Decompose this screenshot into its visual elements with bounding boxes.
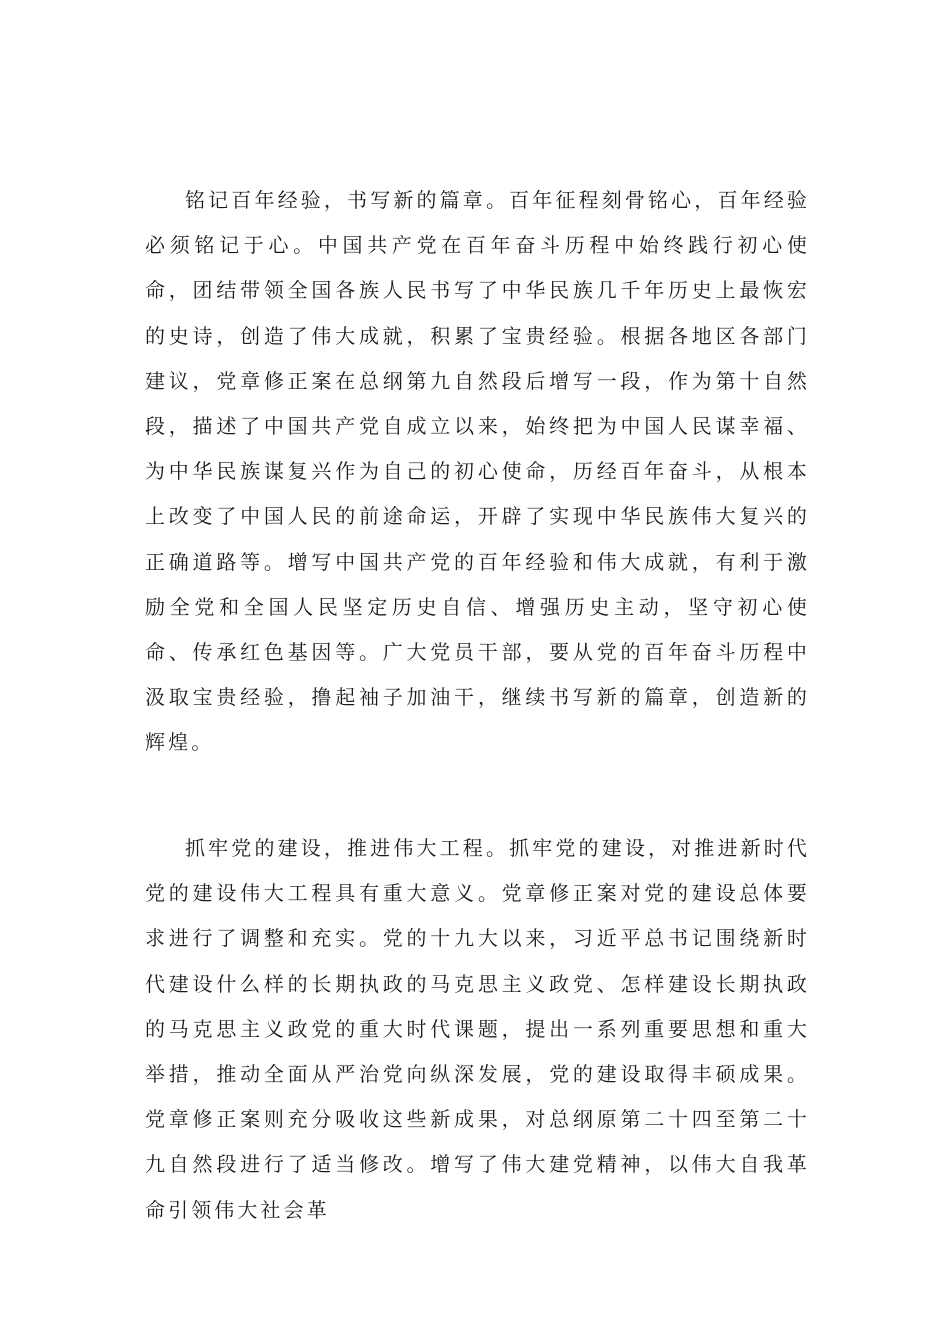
paragraph-2: 抓牢党的建设，推进伟大工程。抓牢党的建设，对推进新时代党的建设伟大工程具有重大意义。党章修正案对党的建设总体要求进行了调整和充实。党的十九大以来，习近平总书记围绕新时代建设什么样的长期执政的马克思主义政党、怎样建设长期执政的马克思主义政党的重大时代课题，提出一系列重要思想和重大举措，推动全面从严治党向纵深发展，党的建设取得丰硕成果。党章修正案则充分吸收这些新成果，对总纲原第二十四至第二十九自然段进行了适当修改。增写了伟大建党精神，以伟大自我革命引领伟大社会革 xyxy=(145,836,810,1222)
paragraph-1: 铭记百年经验，书写新的篇章。百年征程刻骨铭心，百年经验必须铭记于心。中国共产党在百年奋斗历程中始终践行初心使命，团结带领全国各族人民书写了中华民族几千年历史上最恢宏的史诗，创造了伟大成就，积累了宝贵经验。根据各地区各部门建议，党章修正案在总纲第九自然段后增写一段，作为第十自然段，描述了中国共产党自成立以来，始终把为中国人民谋幸福、为中华民族谋复兴作为自己的初心使命，历经百年奋斗，从根本上改变了中国人民的前途命运，开辟了实现中华民族伟大复兴的正确道路等。增写中国共产党的百年经验和伟大成就，有利于激励全党和全国人民坚定历史自信、增强历史主动，坚守初心使命、传承红色基因等。广大党员干部，要从党的百年奋斗历程中汲取宝贵经验，撸起袖子加油干，继续书写新的篇章，创造新的辉煌。 xyxy=(145,188,810,755)
